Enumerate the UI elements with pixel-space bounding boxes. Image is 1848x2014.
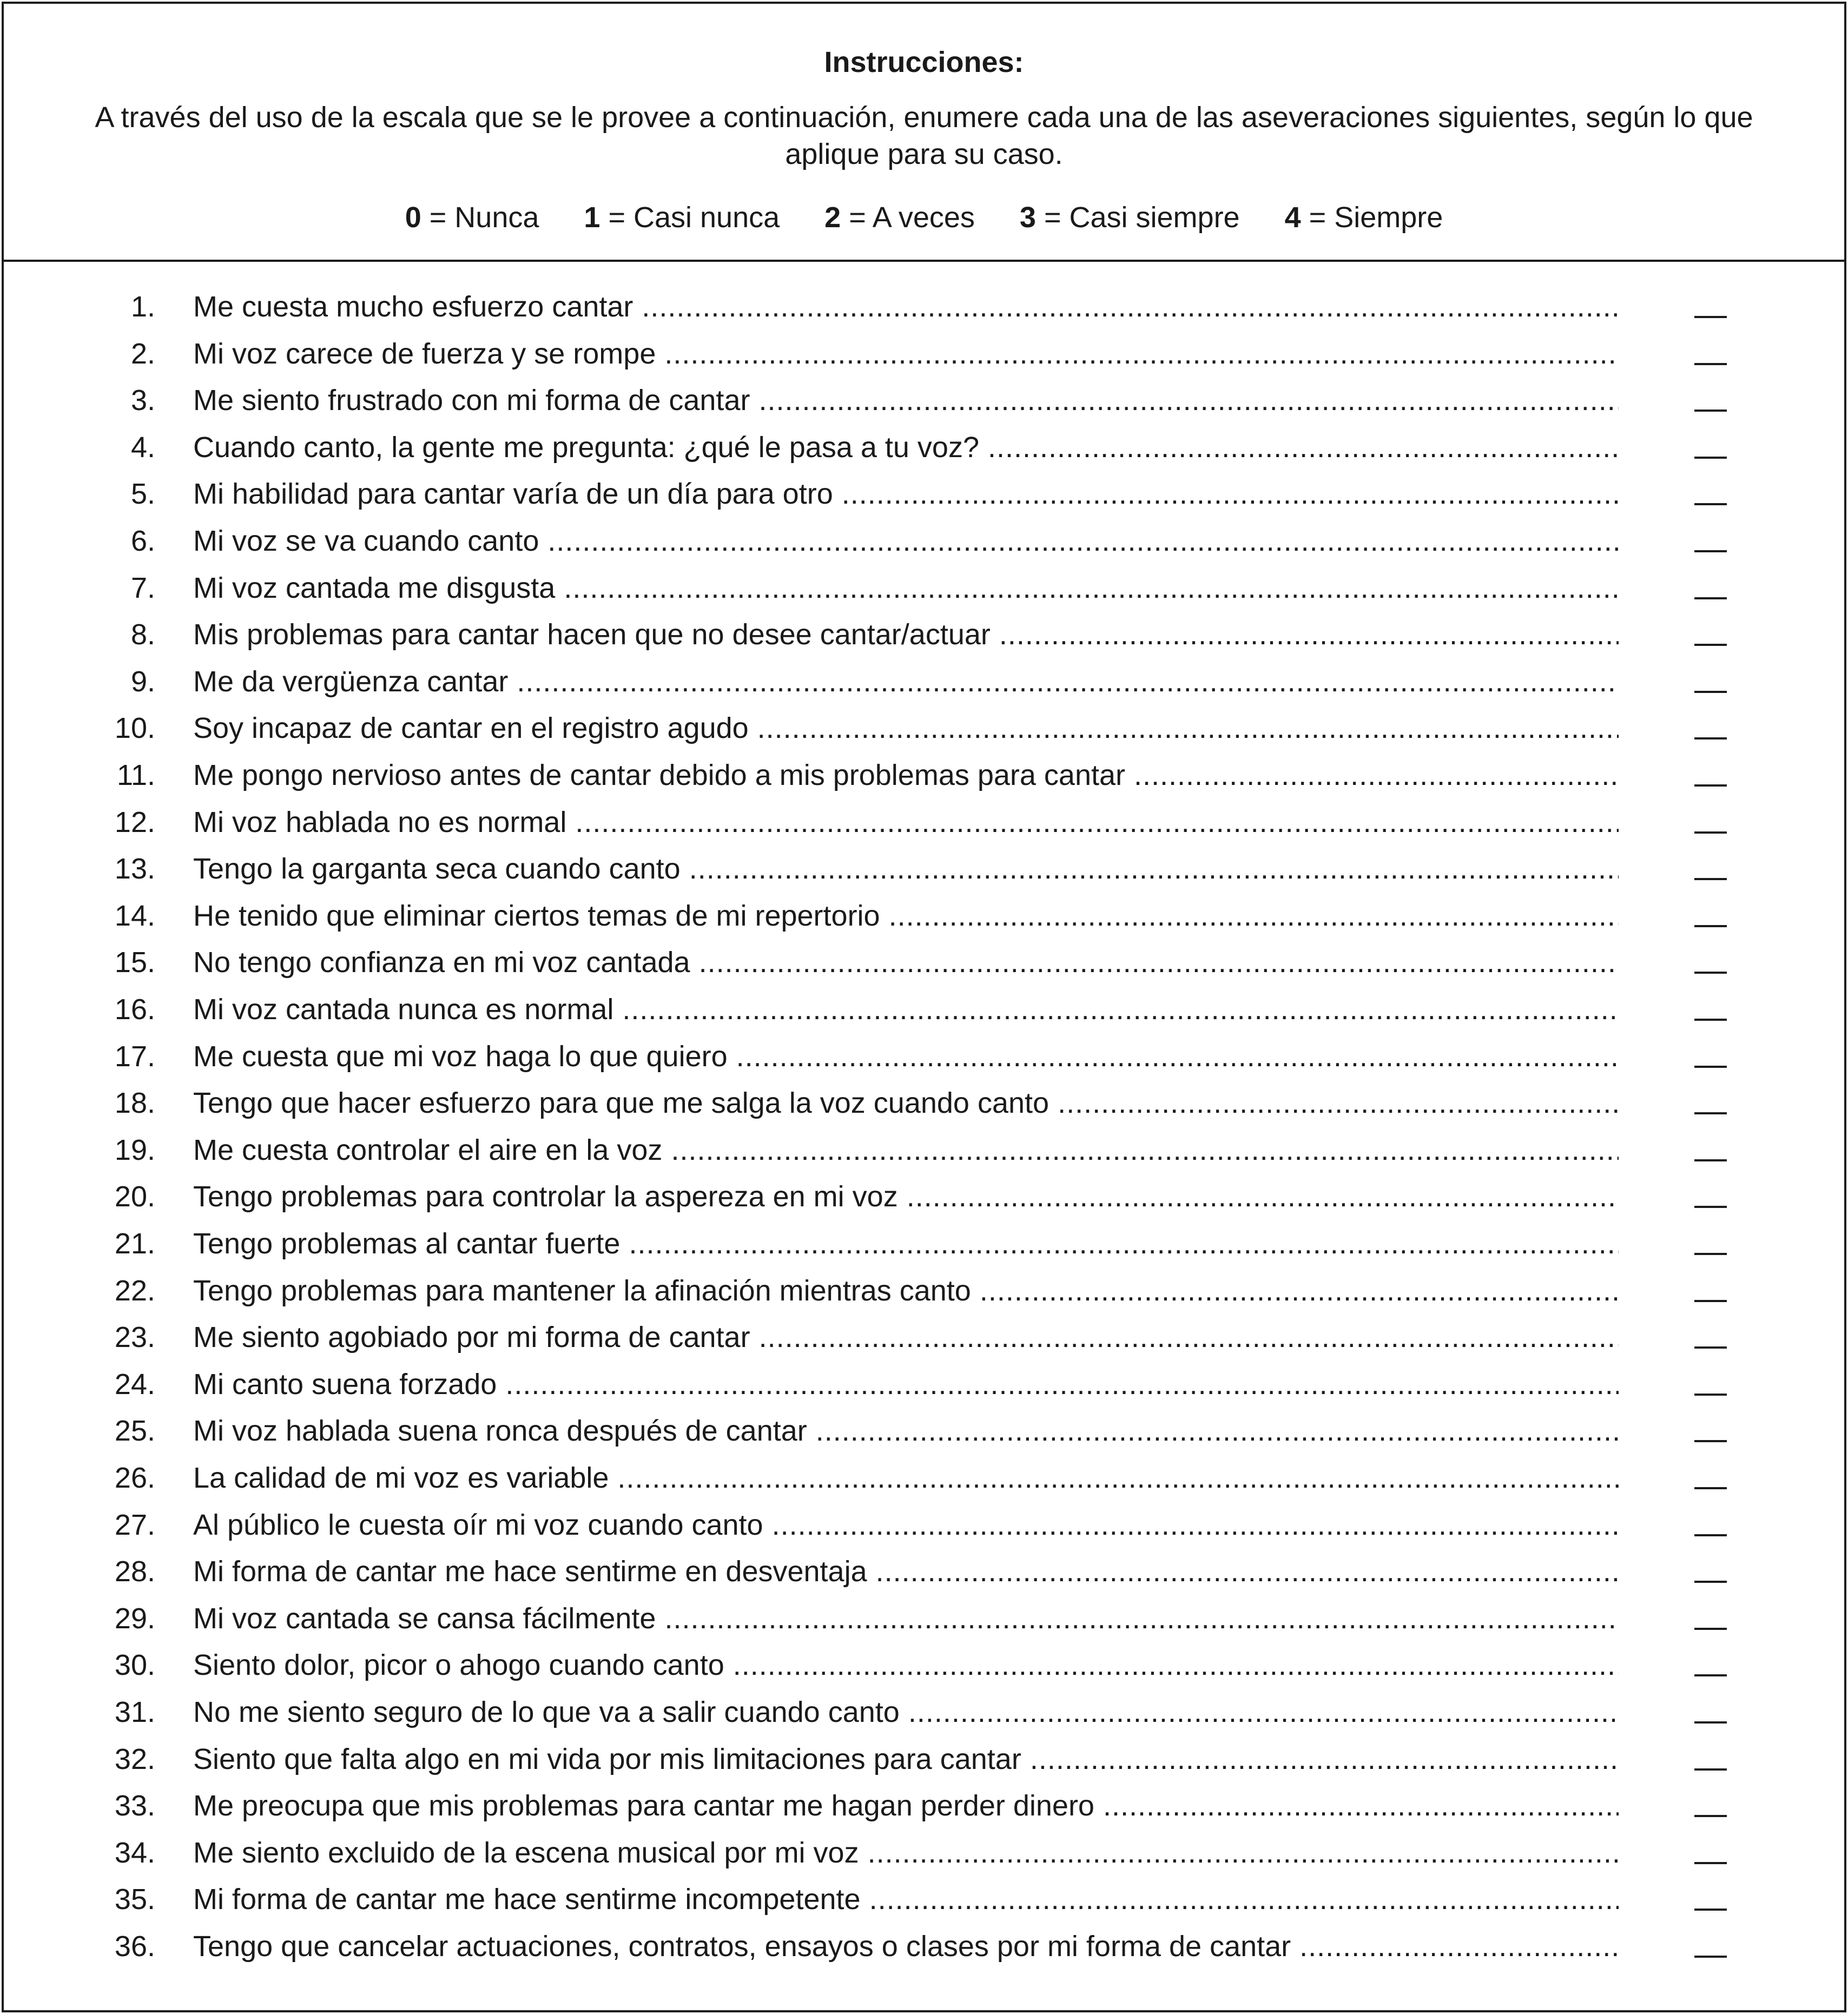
item-text: Me cuesta mucho esfuerzo cantar — [193, 290, 633, 323]
item-statement — [193, 1080, 1619, 1126]
item-text: Me pongo nervioso antes de cantar debido a mis problemas para cantar — [193, 759, 1126, 791]
answer-blank[interactable] — [1694, 737, 1727, 739]
answer-blank[interactable] — [1694, 550, 1727, 552]
item-text: Mi forma de cantar me hace sentirme en desventaja — [193, 1555, 867, 1588]
item-statement — [193, 424, 1619, 471]
answer-blank[interactable] — [1694, 925, 1727, 927]
item-statement — [193, 1689, 1619, 1735]
item-text: No me siento seguro de lo que va a salir cuando canto — [193, 1696, 900, 1728]
item-text: Mi voz cantada nunca es normal — [193, 993, 614, 1026]
item-text: Tengo que hacer esfuerzo para que me salga la voz cuando canto — [193, 1087, 1050, 1120]
item-text: Me preocupa que mis problemas para cantar me hagan perder dinero — [193, 1790, 1094, 1822]
instructions-title: Instrucciones: — [824, 46, 1024, 78]
list-item — [4, 377, 1844, 424]
item-text: Tengo problemas para controlar la aspereza en mi voz — [193, 1180, 898, 1213]
list-item — [4, 424, 1844, 471]
item-text: Mi forma de cantar me hace sentirme incompetente — [193, 1883, 861, 1916]
list-item — [4, 1173, 1844, 1220]
item-number: 16. — [114, 993, 155, 1026]
item-text: Siento que falta algo en mi vida por mis limitaciones para cantar — [193, 1742, 1021, 1775]
item-number: 26. — [114, 1462, 155, 1494]
answer-blank[interactable] — [1694, 1440, 1727, 1442]
item-statement — [193, 1267, 1619, 1314]
item-text: Siento dolor, picor o ahogo cuando canto — [193, 1649, 724, 1682]
answer-blank[interactable] — [1694, 1487, 1727, 1489]
item-number: 17. — [114, 1040, 155, 1073]
item-number: 32. — [114, 1742, 155, 1775]
item-number: 4. — [130, 431, 155, 464]
item-number: 8. — [130, 618, 155, 651]
list-item — [4, 1642, 1844, 1688]
list-item — [4, 1736, 1844, 1782]
list-item — [4, 1033, 1844, 1080]
list-item — [4, 705, 1844, 751]
answer-blank[interactable] — [1694, 691, 1727, 693]
item-text: Mi canto suena forzado — [193, 1368, 497, 1401]
item-statement — [193, 752, 1619, 798]
scale-item — [1285, 196, 1443, 239]
list-item — [4, 799, 1844, 846]
item-text: Me cuesta controlar el aire en la voz — [193, 1133, 663, 1166]
answer-blank[interactable] — [1694, 503, 1727, 505]
list-item — [4, 752, 1844, 798]
item-number: 7. — [130, 571, 155, 604]
item-number: 19. — [114, 1133, 155, 1166]
item-statement — [193, 1314, 1619, 1361]
list-item — [4, 283, 1844, 330]
answer-blank[interactable] — [1694, 878, 1727, 880]
list-item — [4, 331, 1844, 377]
item-number: 6. — [130, 525, 155, 557]
item-number: 10. — [114, 712, 155, 745]
list-item — [4, 518, 1844, 564]
item-statement — [193, 893, 1619, 939]
item-number: 18. — [114, 1087, 155, 1120]
answer-blank[interactable] — [1694, 363, 1727, 365]
item-text: Mi voz hablada no es normal — [193, 805, 567, 838]
item-text: He tenido que eliminar ciertos temas de mi repertorio — [193, 899, 880, 932]
answer-blank[interactable] — [1694, 1581, 1727, 1583]
item-statement — [193, 1033, 1619, 1080]
item-statement — [193, 1173, 1619, 1220]
item-number: 34. — [114, 1836, 155, 1869]
item-text: Tengo problemas para mantener la afinación mientras canto — [193, 1274, 971, 1307]
list-item — [4, 1267, 1844, 1314]
item-statement — [193, 1830, 1619, 1876]
list-item — [4, 1314, 1844, 1361]
answer-blank[interactable] — [1694, 1394, 1727, 1396]
item-number: 9. — [130, 665, 155, 698]
answer-blank[interactable] — [1694, 1206, 1727, 1208]
list-item — [4, 658, 1844, 705]
answer-blank[interactable] — [1694, 972, 1727, 974]
list-item — [4, 1595, 1844, 1642]
item-statement — [193, 611, 1619, 658]
scale-value: 4 — [1284, 201, 1301, 234]
list-item — [4, 1080, 1844, 1126]
list-item — [4, 565, 1844, 611]
list-item — [4, 986, 1844, 1033]
item-number: 20. — [114, 1180, 155, 1213]
item-text: Al público le cuesta oír mi voz cuando canto — [193, 1508, 763, 1541]
item-text: Cuando canto, la gente me pregunta: ¿qué le pasa a tu voz? — [193, 431, 979, 464]
item-number: 27. — [114, 1508, 155, 1541]
item-text: Mi voz hablada suena ronca después de cantar — [193, 1415, 807, 1448]
item-statement — [193, 518, 1619, 564]
questionnaire-frame — [2, 2, 1846, 2012]
list-item — [4, 846, 1844, 892]
rating-scale — [4, 196, 1844, 239]
scale-label: = Nunca — [421, 201, 539, 234]
list-item — [4, 1689, 1844, 1735]
answer-blank[interactable] — [1694, 410, 1727, 412]
answer-blank[interactable] — [1694, 1909, 1727, 1911]
item-statement — [193, 1876, 1619, 1923]
scale-value: 2 — [824, 201, 841, 234]
list-item — [4, 939, 1844, 986]
item-number: 12. — [114, 805, 155, 838]
list-item — [4, 1923, 1844, 1970]
scale-value: 1 — [584, 201, 600, 234]
item-text: Tengo la garganta seca cuando canto — [193, 853, 681, 886]
answer-blank[interactable] — [1694, 1628, 1727, 1630]
item-statement — [193, 799, 1619, 846]
item-text: La calidad de mi voz es variable — [193, 1462, 609, 1494]
list-item — [4, 1220, 1844, 1267]
item-statement — [193, 986, 1619, 1033]
item-statement — [193, 1127, 1619, 1173]
list-item — [4, 611, 1844, 658]
answer-blank[interactable] — [1694, 644, 1727, 646]
answer-blank[interactable] — [1694, 457, 1727, 459]
item-statement — [193, 1548, 1619, 1595]
list-item — [4, 1782, 1844, 1829]
item-statement — [193, 1923, 1619, 1970]
item-statement — [193, 1361, 1619, 1408]
item-number: 36. — [114, 1930, 155, 1963]
scale-item — [1020, 196, 1240, 239]
answer-blank[interactable] — [1694, 784, 1727, 787]
item-text: Me cuesta que mi voz haga lo que quiero — [193, 1040, 728, 1073]
item-text: Me siento excluido de la escena musical por mi voz — [193, 1836, 859, 1869]
item-number: 29. — [114, 1602, 155, 1635]
list-item — [4, 1876, 1844, 1923]
item-statement — [193, 658, 1619, 705]
item-number: 21. — [114, 1227, 155, 1260]
item-text: Mi voz cantada me disgusta — [193, 571, 556, 604]
list-item — [4, 893, 1844, 939]
item-text: Tengo que cancelar actuaciones, contratos, ensayos o clases por mi forma de cantar — [193, 1930, 1291, 1963]
item-number: 33. — [114, 1790, 155, 1822]
list-item — [4, 1127, 1844, 1173]
item-number: 13. — [114, 853, 155, 886]
answer-blank[interactable] — [1694, 1534, 1727, 1536]
answer-blank[interactable] — [1694, 1112, 1727, 1114]
answer-blank[interactable] — [1694, 1066, 1727, 1068]
list-item — [4, 1548, 1844, 1595]
answer-blank[interactable] — [1694, 1768, 1727, 1771]
answer-blank[interactable] — [1694, 1674, 1727, 1676]
item-statement — [193, 1408, 1619, 1454]
item-statement — [193, 705, 1619, 751]
item-statement — [193, 1220, 1619, 1267]
answer-blank[interactable] — [1694, 831, 1727, 834]
list-item — [4, 1830, 1844, 1876]
item-number: 2. — [130, 337, 155, 370]
item-text: Mis problemas para cantar hacen que no desee cantar/actuar — [193, 618, 991, 651]
scale-value: 3 — [1019, 201, 1036, 234]
answer-blank[interactable] — [1694, 1159, 1727, 1161]
item-number: 23. — [114, 1321, 155, 1354]
item-text: Mi habilidad para cantar varía de un día para otro — [193, 478, 833, 511]
list-item — [4, 1361, 1844, 1408]
list-item — [4, 1408, 1844, 1454]
item-text: Me siento agobiado por mi forma de cantar — [193, 1321, 750, 1354]
answer-blank[interactable] — [1694, 1862, 1727, 1864]
scale-label: = A veces — [841, 201, 975, 234]
scale-item — [824, 196, 975, 239]
list-item — [4, 1455, 1844, 1501]
answer-blank[interactable] — [1694, 1346, 1727, 1349]
item-number: 35. — [114, 1883, 155, 1916]
item-statement — [193, 1782, 1619, 1829]
scale-item — [405, 196, 539, 239]
answer-blank[interactable] — [1694, 1721, 1727, 1724]
item-statement — [193, 1502, 1619, 1548]
scale-label: = Casi siempre — [1035, 201, 1240, 234]
item-statement — [193, 471, 1619, 517]
answer-blank[interactable] — [1694, 1815, 1727, 1817]
item-text: No tengo confianza en mi voz cantada — [193, 946, 690, 979]
item-text: Mi voz se va cuando canto — [193, 525, 539, 557]
answer-blank[interactable] — [1694, 1300, 1727, 1302]
item-statement — [193, 283, 1619, 330]
item-number: 22. — [114, 1274, 155, 1307]
item-statement — [193, 565, 1619, 611]
instructions-section — [4, 4, 1844, 262]
item-number: 24. — [114, 1368, 155, 1401]
item-statement — [193, 331, 1619, 377]
item-statement — [193, 1455, 1619, 1501]
item-statement — [193, 1642, 1619, 1688]
item-number: 3. — [130, 384, 155, 417]
item-number: 14. — [114, 899, 155, 932]
item-statement — [193, 939, 1619, 986]
answer-blank[interactable] — [1694, 1956, 1727, 1958]
item-number: 30. — [114, 1649, 155, 1682]
item-text: Mi voz cantada se cansa fácilmente — [193, 1602, 656, 1635]
item-number: 1. — [130, 290, 155, 323]
item-text: Tengo problemas al cantar fuerte — [193, 1227, 621, 1260]
answer-blank[interactable] — [1694, 316, 1727, 318]
item-number: 5. — [130, 478, 155, 511]
item-number: 15. — [114, 946, 155, 979]
instructions-body: A través del uso de la escala que se le provee a continuación, enumere cada una de las aseveraciones siguientes, según lo que aplique para su caso. — [95, 101, 1753, 170]
answer-blank[interactable] — [1694, 1019, 1727, 1021]
scale-value: 0 — [405, 201, 421, 234]
scale-item — [584, 196, 780, 239]
item-number: 31. — [114, 1696, 155, 1728]
list-item — [4, 471, 1844, 517]
item-statement — [193, 377, 1619, 424]
item-statement — [193, 846, 1619, 892]
item-number: 25. — [114, 1415, 155, 1448]
item-text: Me da vergüenza cantar — [193, 665, 509, 698]
answer-blank[interactable] — [1694, 1253, 1727, 1255]
scale-label: = Siempre — [1301, 201, 1443, 234]
item-number: 28. — [114, 1555, 155, 1588]
answer-blank[interactable] — [1694, 597, 1727, 599]
item-statement — [193, 1736, 1619, 1782]
list-item — [4, 1502, 1844, 1548]
scale-label: = Casi nunca — [600, 201, 780, 234]
item-number: 11. — [116, 759, 155, 791]
item-text: Me siento frustrado con mi forma de cantar — [193, 384, 750, 417]
item-statement — [193, 1595, 1619, 1642]
item-text: Mi voz carece de fuerza y se rompe — [193, 337, 656, 370]
item-text: Soy incapaz de cantar en el registro agudo — [193, 712, 749, 745]
